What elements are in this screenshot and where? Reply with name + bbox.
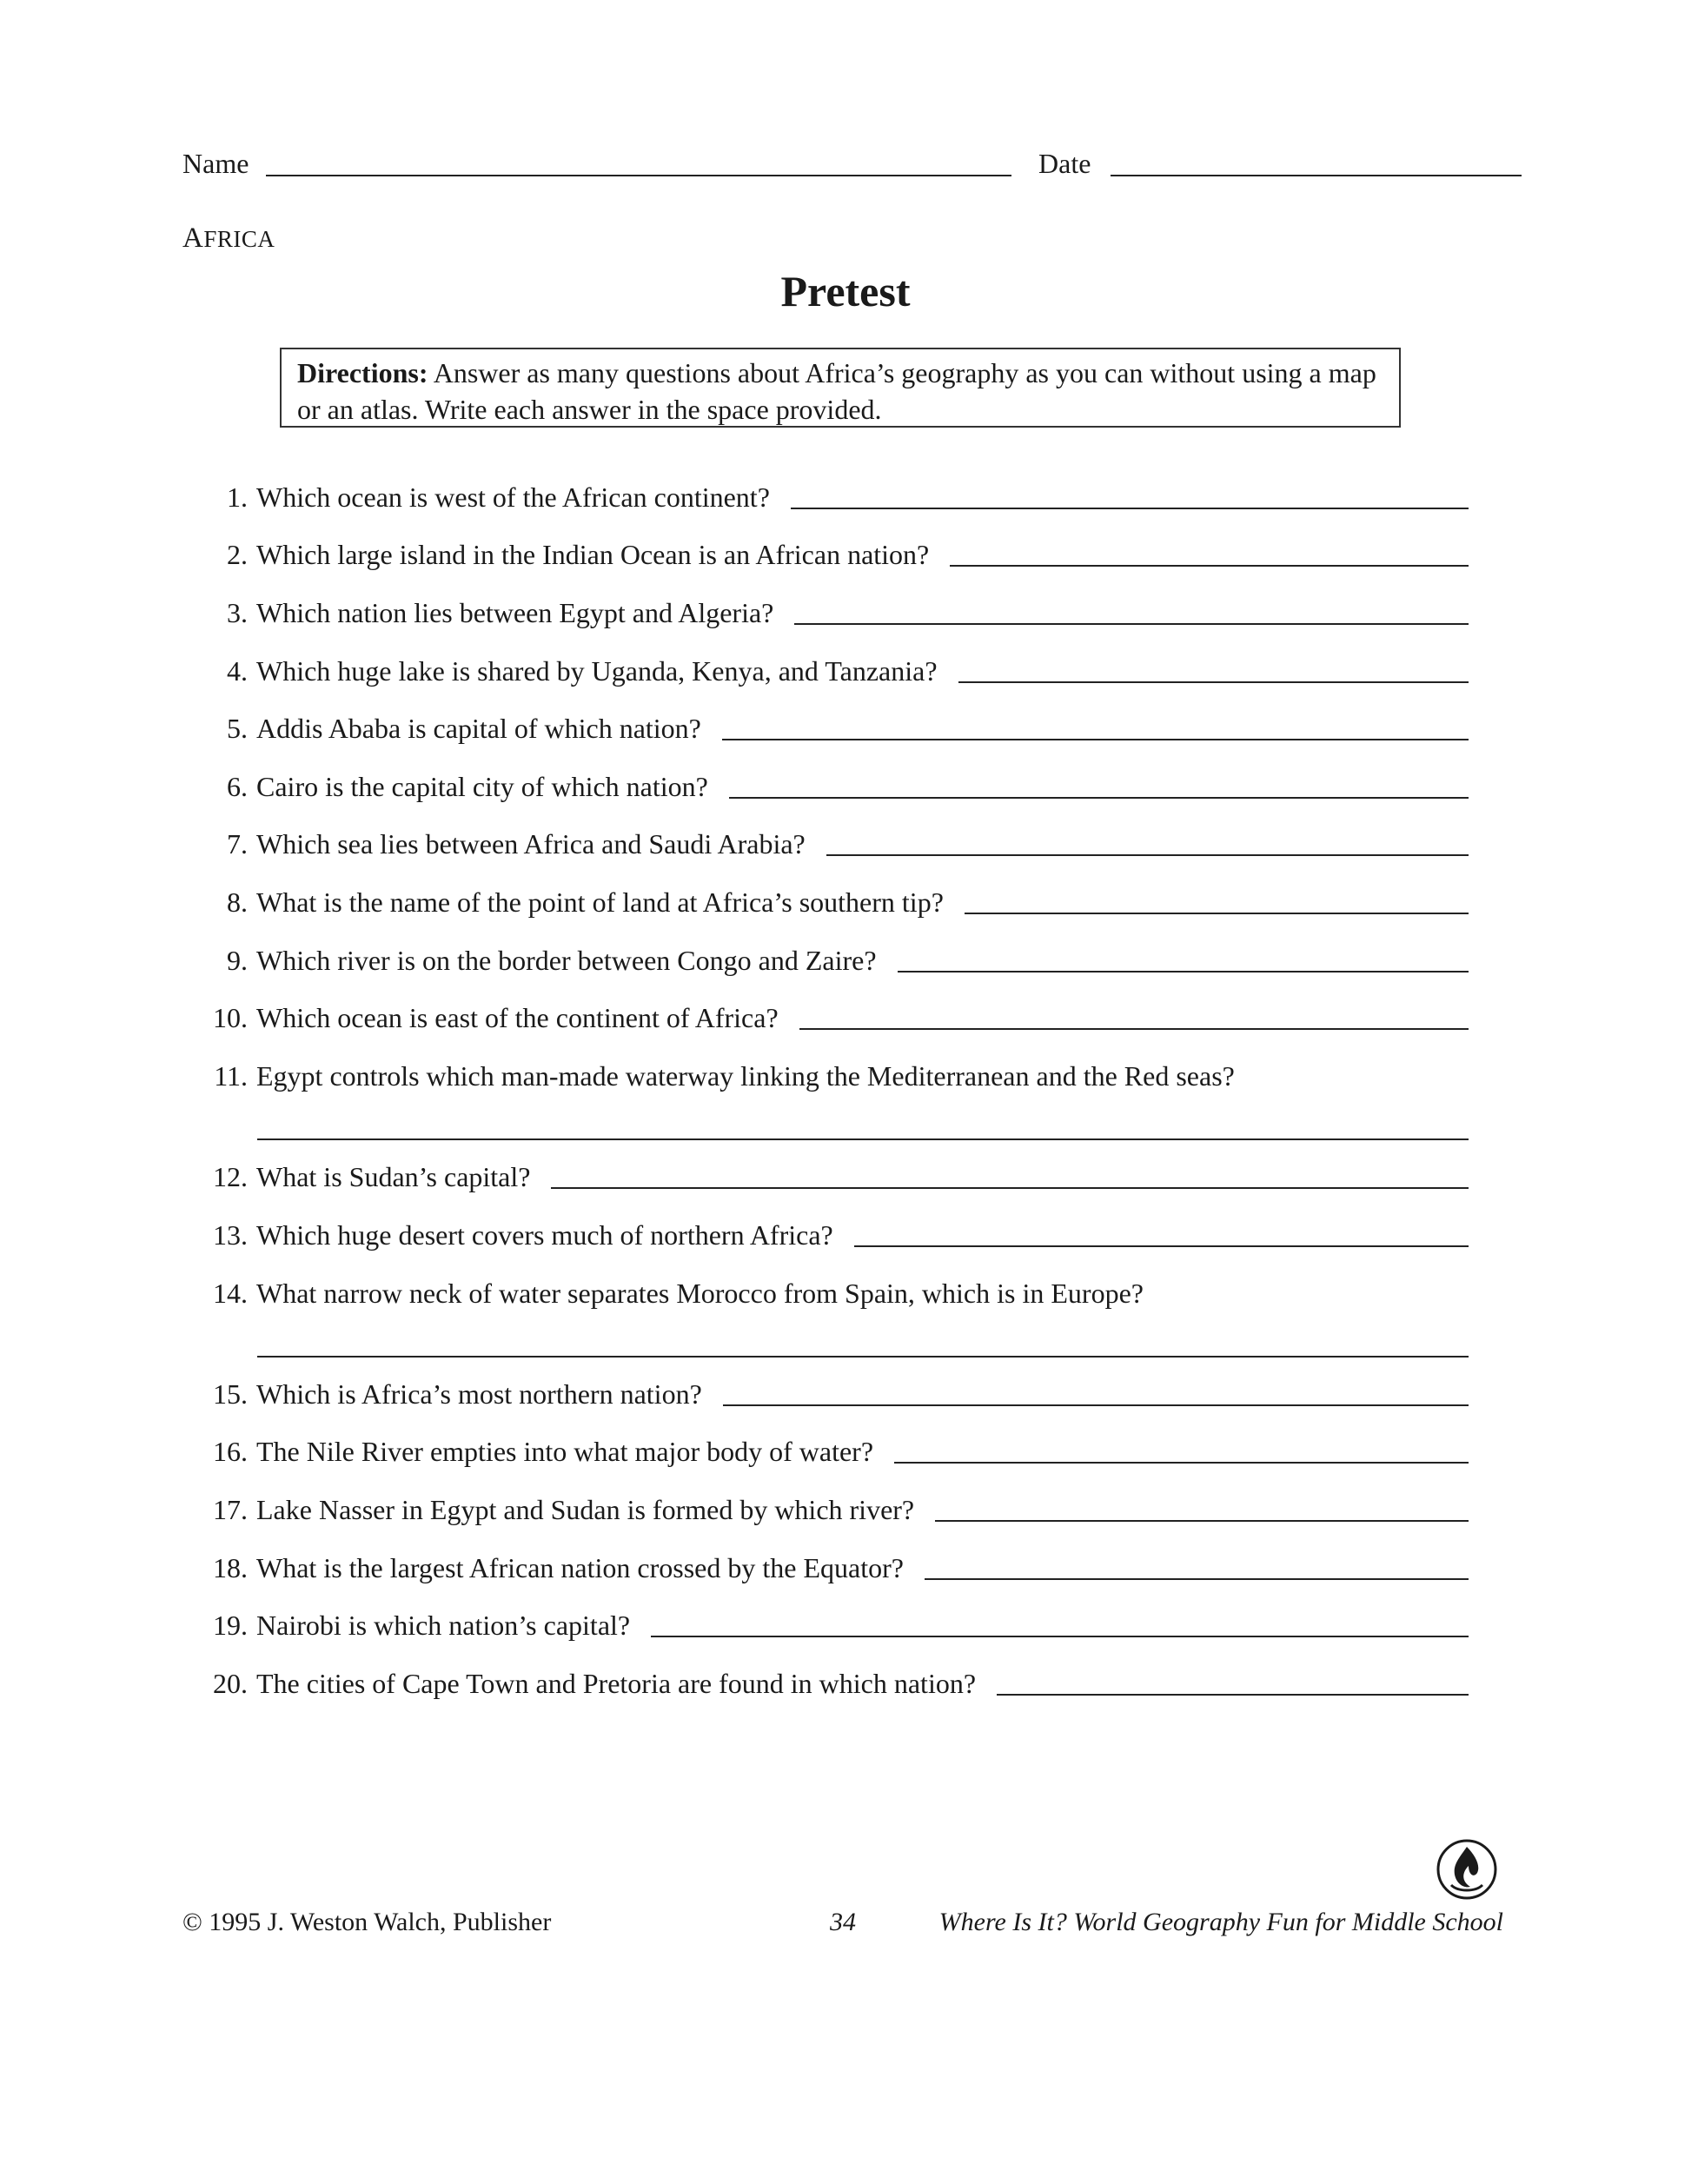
question-number: 20. (213, 1668, 248, 1699)
answer-line[interactable] (729, 797, 1469, 799)
question-number: 17. (213, 1494, 248, 1525)
section-label-initial: A (182, 222, 204, 254)
section-label (182, 222, 275, 255)
answer-line[interactable] (651, 1636, 1469, 1637)
question-2 (196, 535, 1469, 574)
question-text: Addis Ababa is capital of which nation? (256, 713, 701, 744)
name-label: Name (182, 148, 249, 179)
question-text: The Nile River empties into what major body of water? (256, 1436, 874, 1467)
question-number: 16. (213, 1436, 248, 1467)
question-text: Which large island in the Indian Ocean is an African nation? (256, 539, 930, 570)
answer-line[interactable] (826, 854, 1469, 856)
question-number: 12. (213, 1161, 248, 1192)
question-10 (196, 999, 1469, 1037)
question-15 (196, 1375, 1469, 1413)
question-text: What is the largest African nation crossed by the Equator? (256, 1552, 904, 1583)
publisher-logo-icon (1436, 1838, 1498, 1901)
question-number: 8. (227, 886, 248, 918)
question-number: 3. (227, 597, 248, 628)
question-17 (196, 1490, 1469, 1529)
question-number: 14. (213, 1278, 248, 1309)
question-text: Cairo is the capital city of which nation? (256, 771, 708, 802)
date-label: Date (1038, 148, 1091, 179)
question-number: 10. (213, 1002, 248, 1033)
question-text: Which huge desert covers much of northern Africa? (256, 1219, 833, 1251)
question-4 (196, 652, 1469, 690)
answer-line[interactable] (257, 1138, 1469, 1140)
question-text: Which ocean is east of the continent of Africa? (256, 1002, 779, 1033)
question-number: 15. (213, 1378, 248, 1410)
question-1 (196, 478, 1469, 516)
question-number: 9. (227, 945, 248, 976)
question-3 (196, 594, 1469, 632)
answer-line[interactable] (925, 1578, 1469, 1580)
question-number: 5. (227, 713, 248, 744)
question-text: What is the name of the point of land at Africa’s southern tip? (256, 886, 944, 918)
question-16 (196, 1432, 1469, 1470)
answer-line[interactable] (958, 681, 1469, 683)
question-text: What narrow neck of water separates Morocco from Spain, which is in Europe? (256, 1278, 1144, 1309)
question-number: 18. (213, 1552, 248, 1583)
answer-line[interactable] (894, 1462, 1469, 1464)
question-text: Which river is on the border between Congo and Zaire? (256, 945, 877, 976)
answer-line[interactable] (997, 1694, 1469, 1696)
book-title: Where Is It? World Geography Fun for Middle School (938, 1908, 1503, 1936)
question-number: 13. (213, 1219, 248, 1251)
question-text: Nairobi is which nation’s capital? (256, 1610, 631, 1641)
question-text: Which huge lake is shared by Uganda, Kenya, and Tanzania? (256, 655, 938, 687)
answer-line[interactable] (551, 1187, 1469, 1189)
answer-line[interactable] (799, 1028, 1469, 1030)
question-number: 19. (213, 1610, 248, 1641)
question-text: Which ocean is west of the African continent? (256, 481, 770, 513)
section-label-rest: FRICA (203, 226, 275, 252)
directions-text: Answer as many questions about Africa’s geography as you can without using a map or an atlas. Write each answer in the space provided. (297, 357, 1376, 425)
answer-line[interactable] (722, 739, 1469, 740)
question-14 (196, 1274, 1469, 1312)
answer-line[interactable] (791, 508, 1469, 509)
page-number: 34 (830, 1908, 856, 1936)
question-number: 4. (227, 655, 248, 687)
name-field[interactable] (266, 175, 1011, 176)
question-number: 11. (214, 1060, 248, 1092)
question-number: 6. (227, 771, 248, 802)
date-field[interactable] (1111, 175, 1522, 176)
answer-line[interactable] (965, 913, 1469, 914)
question-5 (196, 709, 1469, 747)
question-12 (196, 1158, 1469, 1196)
question-8 (196, 883, 1469, 921)
question-text: Egypt controls which man-made waterway linking the Mediterranean and the Red seas? (256, 1060, 1235, 1092)
question-18 (196, 1549, 1469, 1587)
question-number: 1. (227, 481, 248, 513)
question-text: Lake Nasser in Egypt and Sudan is formed by which river? (256, 1494, 915, 1525)
question-text: Which sea lies between Africa and Saudi Arabia? (256, 828, 806, 860)
question-6 (196, 767, 1469, 806)
question-number: 2. (227, 539, 248, 570)
question-text: Which nation lies between Egypt and Algeria? (256, 597, 774, 628)
question-text: The cities of Cape Town and Pretoria are found in which nation? (256, 1668, 977, 1699)
question-text: Which is Africa’s most northern nation? (256, 1378, 702, 1410)
answer-line[interactable] (794, 623, 1469, 625)
question-19 (196, 1606, 1469, 1644)
answer-line[interactable] (854, 1245, 1469, 1247)
answer-line[interactable] (950, 565, 1469, 567)
question-7 (196, 825, 1469, 863)
question-number: 7. (227, 828, 248, 860)
copyright: © 1995 J. Weston Walch, Publisher (182, 1908, 552, 1936)
question-11 (196, 1057, 1469, 1095)
answer-line[interactable] (935, 1520, 1469, 1522)
question-13 (196, 1216, 1469, 1254)
answer-line[interactable] (257, 1356, 1469, 1358)
directions-box (280, 348, 1401, 428)
question-20 (196, 1664, 1469, 1703)
page-title: Pretest (780, 267, 911, 315)
directions-label: Directions: (297, 357, 428, 388)
question-text: What is Sudan’s capital? (256, 1161, 531, 1192)
answer-line[interactable] (723, 1404, 1469, 1406)
answer-line[interactable] (898, 971, 1469, 973)
question-9 (196, 941, 1469, 979)
